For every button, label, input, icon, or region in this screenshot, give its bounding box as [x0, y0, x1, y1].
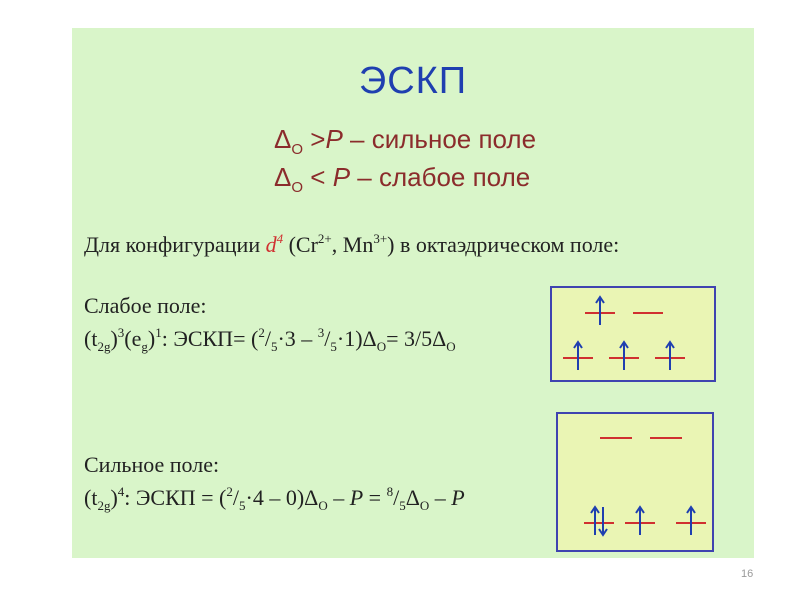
strong-field-label: Сильное поле:	[84, 452, 220, 477]
delta-subscript: O	[291, 179, 304, 196]
config-open: (Cr	[283, 232, 318, 257]
cr-charge: 2+	[317, 231, 332, 246]
formula-sup: 4	[117, 484, 125, 499]
mn-charge: 3+	[373, 231, 388, 246]
formula-part: ·1)Δ	[336, 326, 377, 351]
slide	[72, 28, 754, 558]
formula-part: (e	[124, 326, 142, 351]
pairing-energy: P	[349, 485, 364, 510]
strong-field-formula	[84, 485, 465, 511]
formula-sup: 2	[226, 484, 233, 499]
formula-part: /	[232, 485, 240, 510]
formula-sup: 2	[258, 325, 265, 340]
formula-sub: 2g	[97, 498, 111, 513]
condition-text: – слабое поле	[350, 162, 531, 192]
slide-title: ЭСКП	[358, 60, 468, 102]
formula-sup: 1	[155, 325, 162, 340]
delta-symbol: Δ	[274, 162, 292, 192]
formula-sub: O	[446, 339, 456, 354]
formula-part: /	[324, 326, 331, 351]
delta-subscript: O	[291, 141, 304, 158]
condition-weak-field	[274, 162, 530, 196]
formula-sub: O	[318, 498, 328, 513]
weak-field-orbital-diagram	[550, 286, 716, 382]
formula-part: ·3 –	[277, 326, 318, 351]
formula-part: /	[393, 485, 400, 510]
delta-symbol: Δ	[274, 124, 292, 154]
formula-sub: 2g	[97, 339, 111, 354]
formula-sup: 8	[386, 484, 394, 499]
pairing-energy: P	[332, 162, 351, 192]
formula-part: (t	[84, 485, 98, 510]
formula-part: ·4 – 0)Δ	[245, 485, 319, 510]
configuration-line	[84, 232, 619, 258]
relation: <	[303, 162, 333, 192]
formula-part: )	[110, 485, 118, 510]
formula-part: –	[429, 485, 452, 510]
formula-part: : ЭСКП= (	[161, 326, 259, 351]
relation: >	[303, 124, 326, 154]
formula-sub: O	[419, 498, 430, 513]
weak-field-formula	[84, 326, 456, 352]
formula-sub: 5	[330, 339, 337, 354]
formula-part: Δ	[405, 485, 420, 510]
formula-part: /	[264, 326, 271, 351]
formula-sub: 5	[270, 339, 278, 354]
weak-field-label: Слабое поле:	[84, 293, 207, 318]
formula-part: )	[147, 326, 156, 351]
config-d-sup: 4	[276, 231, 284, 246]
formula-sub: g	[141, 339, 148, 354]
formula-sup: 3	[117, 325, 125, 340]
config-d: d	[265, 232, 277, 257]
formula-sub: 5	[399, 498, 406, 513]
formula-part: =	[363, 485, 387, 510]
orbital-diagram-svg	[558, 414, 712, 550]
page-number: 16	[741, 568, 754, 580]
strong-field-orbital-diagram	[556, 412, 714, 552]
config-suffix: ) в октаэдрическом поле:	[387, 232, 620, 257]
condition-text: – сильное поле	[342, 124, 537, 154]
formula-sup: 3	[317, 325, 325, 340]
formula-sub: 5	[239, 498, 246, 513]
formula-part: )	[110, 326, 118, 351]
config-mid: , Mn	[331, 232, 374, 257]
formula-part: : ЭСКП = (	[124, 485, 227, 510]
config-prefix: Для конфигурации	[84, 232, 266, 257]
formula-part: = 3/5Δ	[386, 326, 447, 351]
pairing-energy: P	[451, 485, 465, 510]
formula-part: –	[327, 485, 350, 510]
condition-strong-field	[274, 124, 536, 158]
pairing-energy: P	[325, 124, 343, 154]
formula-sub: O	[376, 339, 387, 354]
orbital-diagram-svg	[552, 288, 714, 380]
formula-part: (t	[84, 326, 98, 351]
